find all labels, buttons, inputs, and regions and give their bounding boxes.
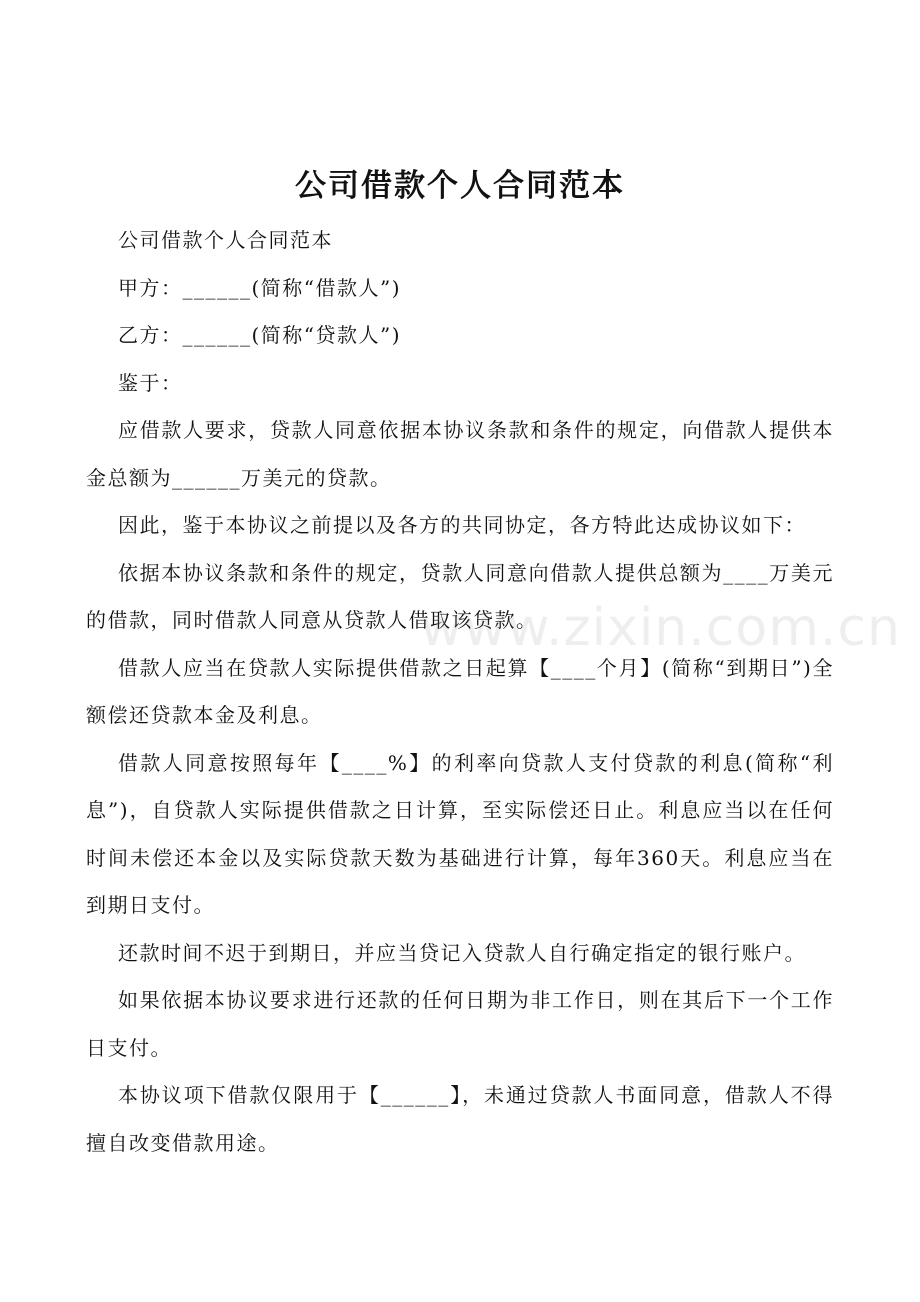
- paragraph-maturity: 借款人应当在贷款人实际提供借款之日起算【____个月】(简称“到期日”)全额偿还贷款本金及利息。: [86, 655, 834, 727]
- paragraph-party-b: 乙方：______(简称“贷款人”): [118, 323, 402, 347]
- paragraph-repayment: 还款时间不迟于到期日，并应当贷记入贷款人自行确定指定的银行账户。: [118, 940, 806, 965]
- paragraph-loan-request: 应借款人要求，贷款人同意依据本协议条款和条件的规定，向借款人提供本金总额为______万美元的贷款。: [86, 418, 834, 490]
- paragraph-non-business-day: 如果依据本协议要求进行还款的任何日期为非工作日，则在其后下一个工作日支付。: [86, 988, 834, 1060]
- paragraph-agreement: 因此，鉴于本协议之前提以及各方的共同协定，各方特此达成协议如下：: [118, 513, 806, 537]
- paragraph-interest: 借款人同意按照每年【____%】的利率向贷款人支付贷款的利息(简称“利息”)，自贷款人实际提供借款之日计算，至实际偿还日止。利息应当以在任何时间未偿还本金以及实际贷款天数为基础进行计算，每年360天。利息应当在到期日支付。: [86, 750, 834, 917]
- paragraph-whereas: 鉴于：: [118, 370, 183, 395]
- paragraph-loan-purpose: 本协议项下借款仅限用于【______】，未通过贷款人书面同意，借款人不得擅自改变借款用途。: [86, 1083, 834, 1155]
- paragraph-loan-amount: 依据本协议条款和条件的规定，贷款人同意向借款人提供总额为____万美元的借款，同时借款人同意从贷款人借取该贷款。: [86, 560, 834, 632]
- paragraph-party-a: 甲方：______(简称“借款人”): [118, 275, 402, 300]
- paragraph-heading: 公司借款个人合同范本: [118, 228, 333, 252]
- watermark-text: www.zixin.com.cn: [420, 598, 901, 658]
- document-title: 公司借款个人合同范本: [295, 168, 625, 204]
- document-body: [86, 217, 834, 1167]
